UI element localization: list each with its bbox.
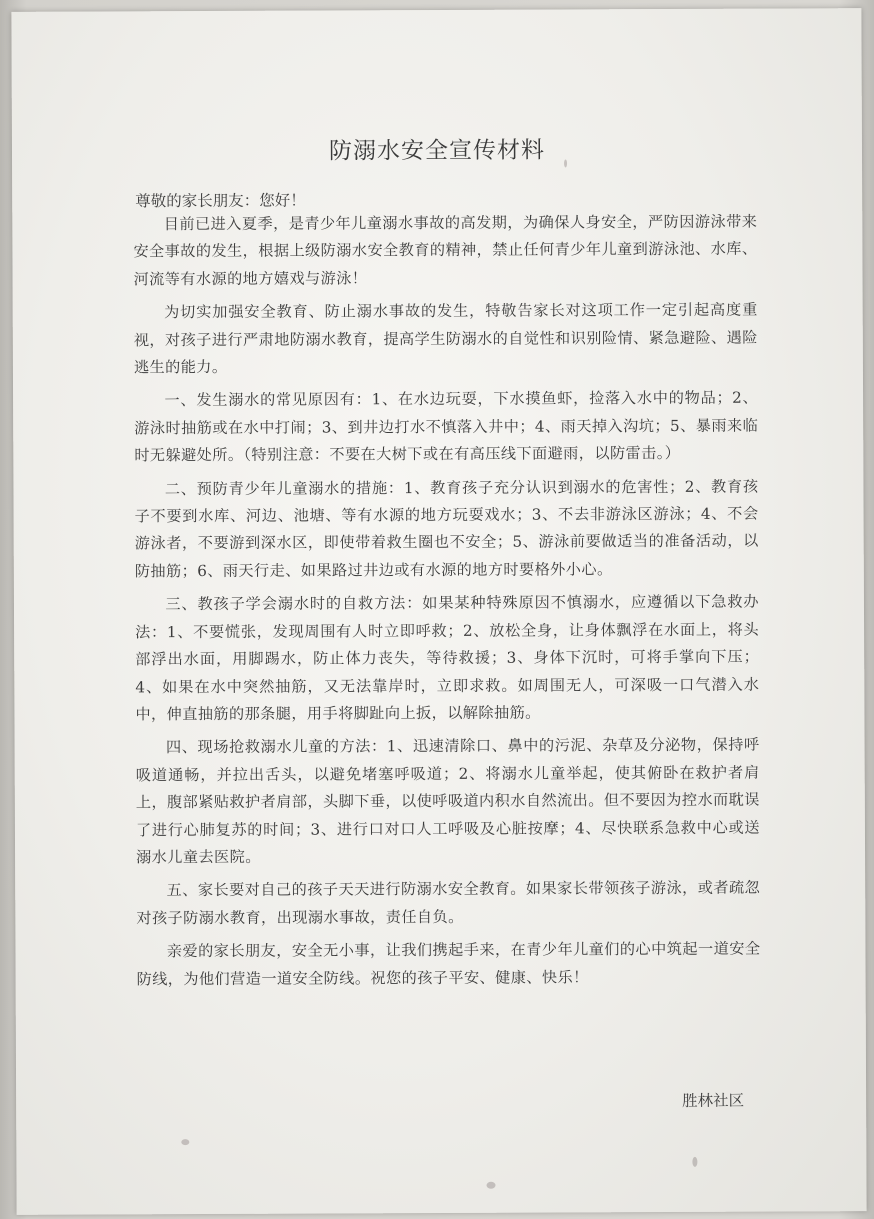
paper-speck xyxy=(564,159,567,167)
paper-speck xyxy=(692,1157,697,1167)
paragraph-closing: 亲爱的家长朋友，安全无小事，让我们携起手来，在青少年儿童们的心中筑起一道安全防线，为他们营造一道安全防线。祝您的孩子平安、健康、快乐！ xyxy=(136,939,761,988)
document-title: 防溺水安全宣传材料 xyxy=(328,137,546,165)
document-body xyxy=(133,209,760,1000)
paragraph-causes: 一、发生溺水的常见原因有：1、在水边玩耍，下水摸鱼虾，捡落入水中的物品；2、游泳时抽筋或在水中打闹；3、到井边打水不慎落入井中；4、雨天掉入沟坑；5、暴雨来临时无躲避处所。（特别注意：不要在大树下或在有高压线下面避雨，以防雷击。） xyxy=(134,389,759,465)
paragraph-first-aid: 四、现场抢救溺水儿童的方法：1、迅速清除口、鼻中的污泥、杂草及分泌物，保持呼吸道通畅，并拉出舌头，以避免堵塞呼吸道；2、将溺水儿童举起，使其俯卧在救护者肩上，腹部紧贴救护者肩部，头脚下垂，以使呼吸道内积水自然流出。但不要因为控水而耽误了进行心肺复苏的时间；3、进行口对口人工呼吸及心脏按摩；4、尽快联系急救中心或送溺水儿童去医院。 xyxy=(135,735,760,867)
paper-speck xyxy=(181,1139,189,1145)
paragraph-parent-duty: 五、家长要对自己的孩子天天进行防溺水安全教育。如果家长带领孩子游泳，或者疏忽对孩子防溺水教育，出现溺水事故，责任自负。 xyxy=(136,878,761,928)
signature-community: 胜林社区 xyxy=(682,1091,745,1110)
paper-sheet xyxy=(11,8,866,1215)
paper-speck xyxy=(486,1182,495,1189)
greeting-line: 尊敬的家长朋友：您好！ xyxy=(135,191,306,211)
paragraph-prevention: 二、预防青少年儿童溺水的措施：1、教育孩子充分认识到溺水的危害性；2、教育孩子不要到水库、河边、池塘、等有水源的地方玩耍戏水；3、不去非游泳区游泳；4、不会游泳者，不要游到深水区，即使带着救生圈也不安全；5、游泳前要做适当的准备活动，以防抽筋；6、雨天行走、如果路过井边或有水源的地方时要格外小心。 xyxy=(134,477,759,581)
paragraph-intro: 目前已进入夏季，是青少年儿童溺水事故的高发期，为确保人身安全，严防因游泳带来安全事故的发生，根据上级防溺水安全教育的精神，禁止任何青少年儿童到游泳池、水库、河流等有水源的地方嬉戏与游泳！ xyxy=(133,212,758,289)
paragraph-self-rescue: 三、教孩子学会溺水时的自救方法：如果某种特殊原因不慎溺水，应遵循以下急救办法：1、不要慌张，发现周围有人时立即呼救；2、放松全身，让身体飘浮在水面上，将头部浮出水面，用脚踢水，防止体力丧失，等待救援；3、身体下沉时，可将手掌向下压；4、如果在水中突然抽筋，又无法靠岸时，立即求救。如周围无人，可深吸一口气潜入水中，伸直抽筋的那条腿，用手将脚趾向上扳，以解除抽筋。 xyxy=(135,592,760,724)
paragraph-notice: 为切实加强安全教育、防止溺水事故的发生，特敬告家长对这项工作一定引起高度重视，对孩子进行严肃地防溺水教育，提高学生防溺水的自觉性和识别险情、紧急避险、遇险逃生的能力。 xyxy=(133,300,758,377)
